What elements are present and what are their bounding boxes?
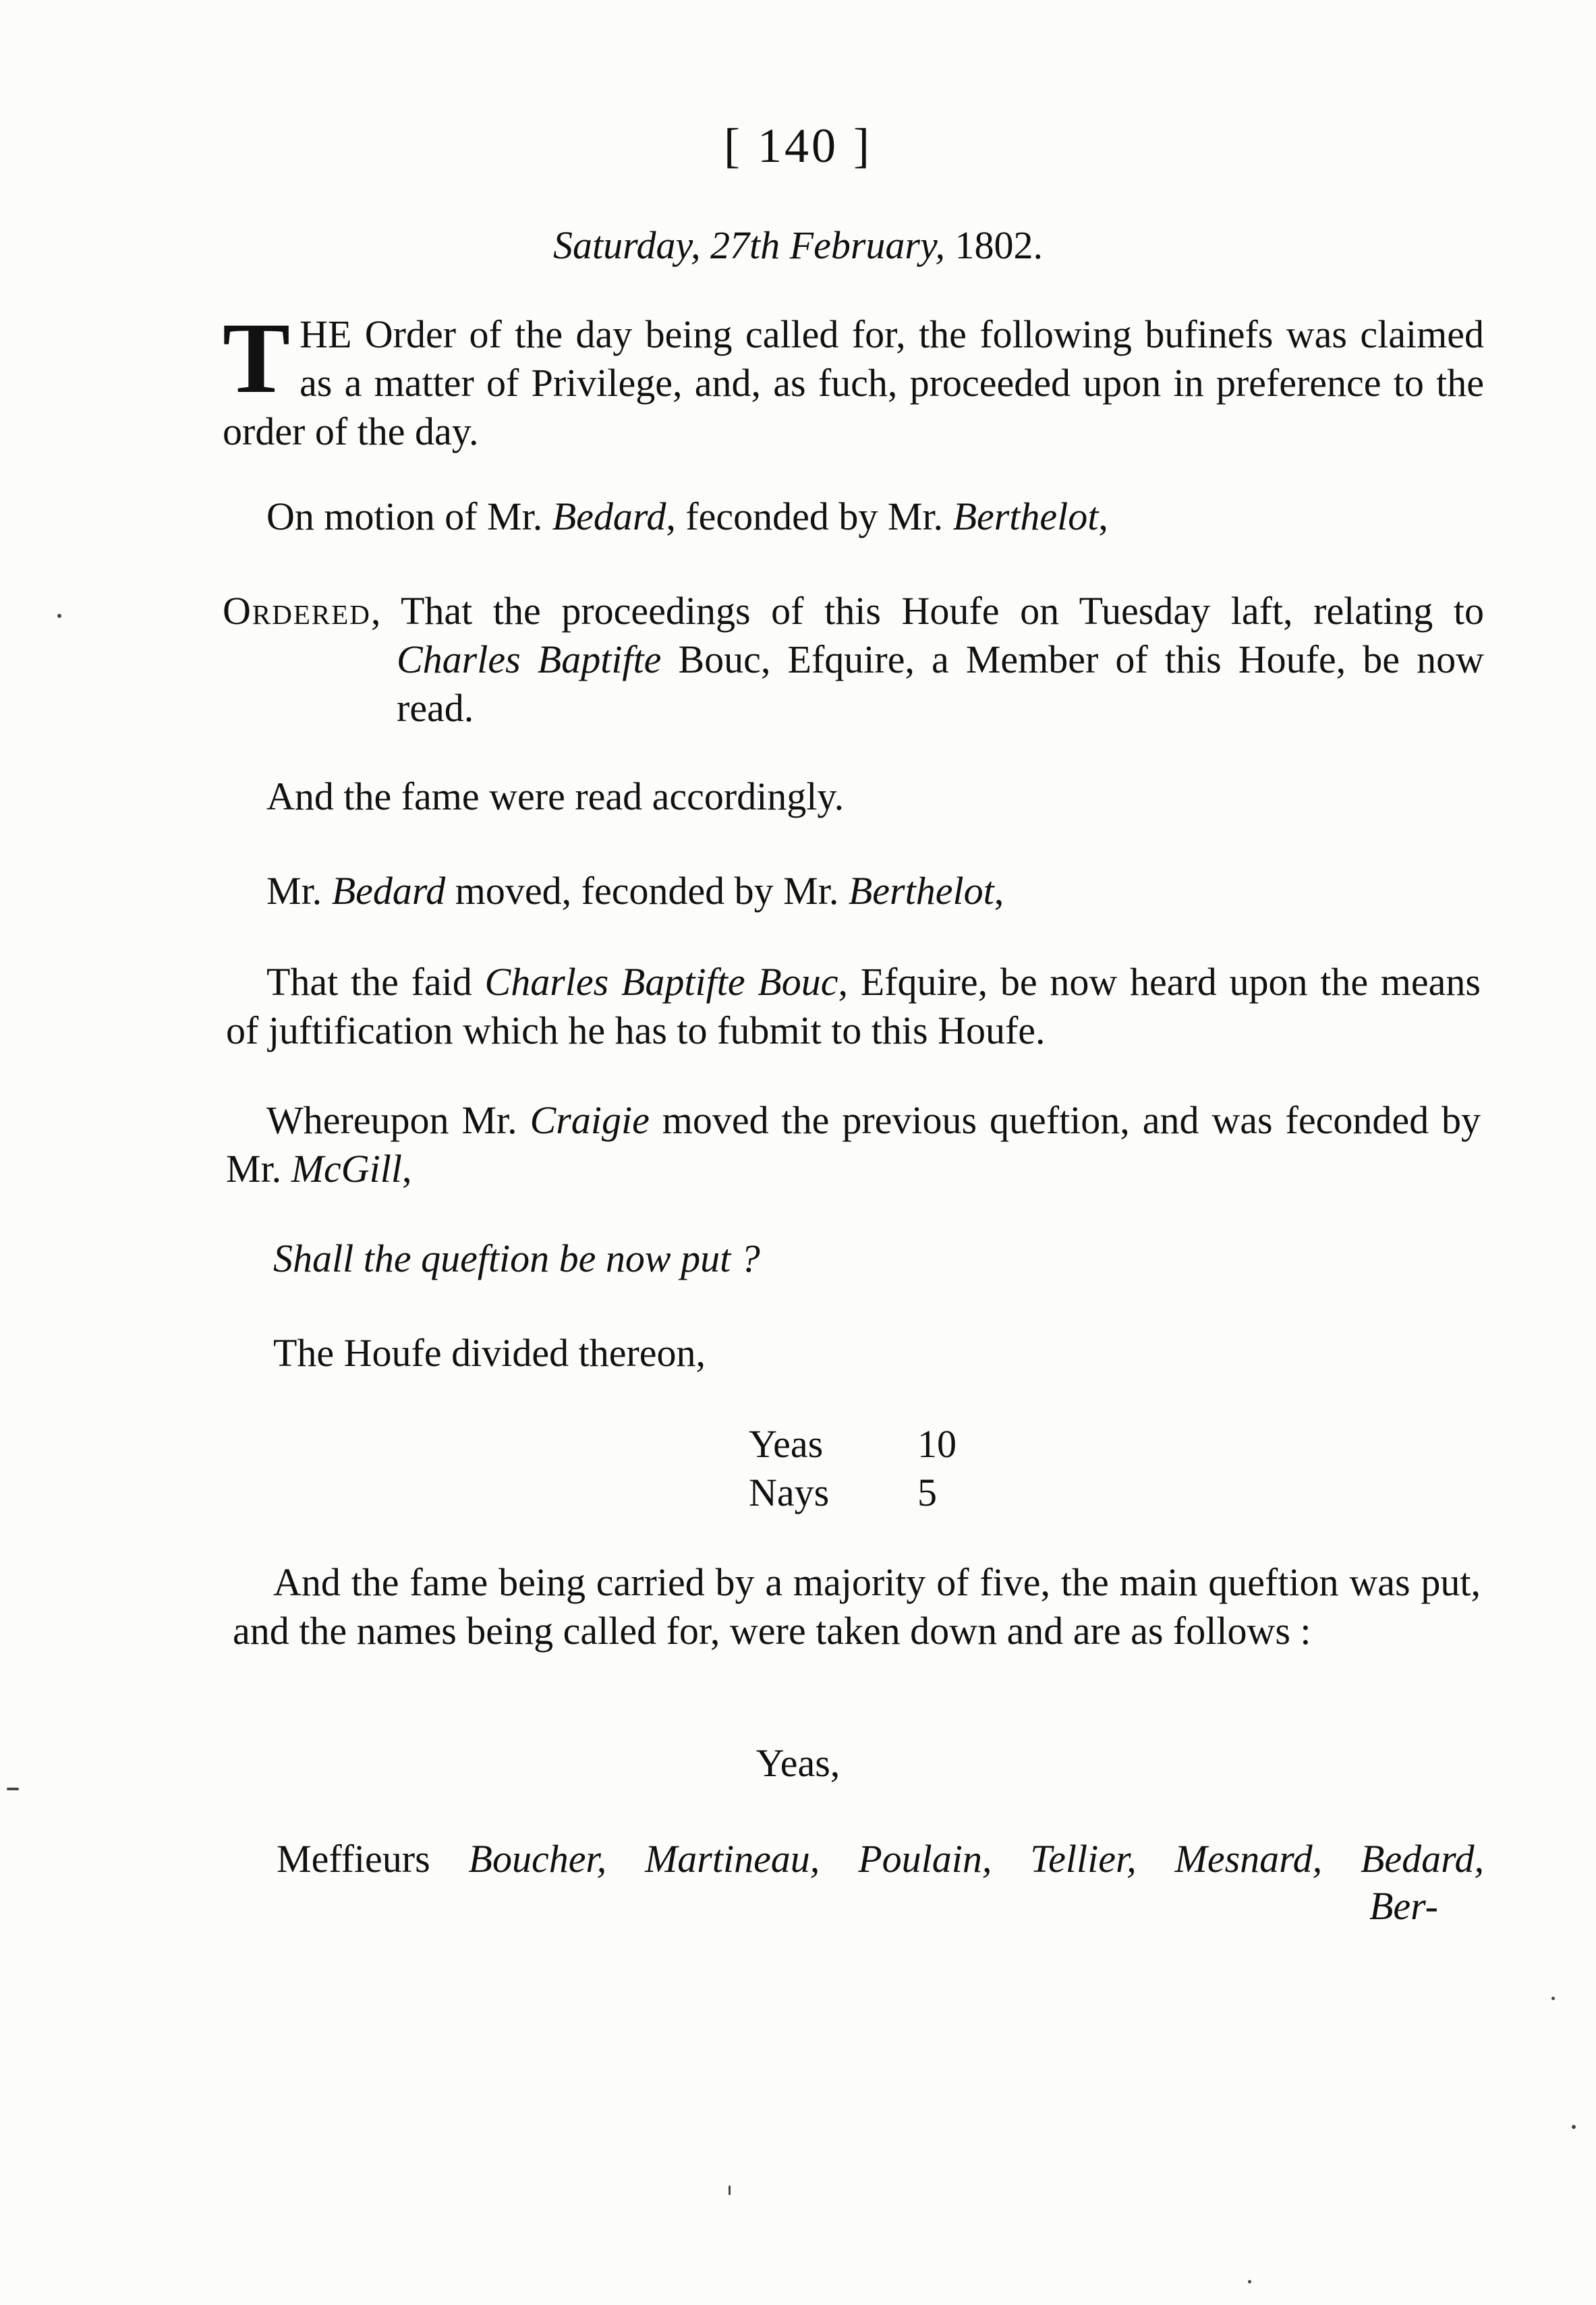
whereupon-paragraph	[226, 1096, 1481, 1193]
member-name: Berthelot	[848, 869, 994, 913]
read-paragraph: And the fame were read accordingly.	[266, 774, 845, 818]
member-name: Poulain,	[858, 1837, 992, 1881]
divided-line: The Houfe divided thereon,	[273, 1331, 706, 1375]
paper-speck	[57, 614, 61, 618]
whereupon-text: moved the previous queftion, and was feconded by Mr.	[226, 1098, 1481, 1191]
member-name: Charles Baptifte	[397, 637, 662, 681]
that-text: , Efquire, be now heard upon the means of juftification which he has to fubmit to this Houfe.	[226, 960, 1481, 1052]
moved-text: ,	[994, 869, 1004, 913]
ordered-text: Bouc, Efquire, a Member of this Houfe, be now read.	[397, 637, 1484, 730]
date-heading	[0, 223, 1596, 268]
question-line: Shall the queftion be now put ?	[273, 1236, 760, 1280]
yeas-row	[749, 1420, 998, 1469]
member-name: Martineau,	[644, 1837, 820, 1881]
whereupon-text: ,	[401, 1147, 412, 1191]
nays-row	[749, 1469, 998, 1517]
nays-label: Nays	[749, 1471, 830, 1514]
member-name: Tellier,	[1030, 1837, 1137, 1881]
member-name: Craigie	[530, 1098, 650, 1142]
drop-cap: T	[223, 302, 291, 414]
yeas-label: Yeas	[749, 1422, 824, 1466]
paper-speck	[1551, 1997, 1555, 2000]
ordered-text: , That the proceedings of this Houfe on Tuesday laft, relating to	[370, 589, 1484, 633]
motion-paragraph	[266, 492, 1481, 541]
member-name: Bedard,	[1360, 1837, 1485, 1881]
date-day: 27th	[710, 223, 780, 267]
paper-speck	[1572, 2125, 1576, 2129]
moved-text: moved, feconded by Mr.	[445, 869, 849, 913]
opening-paragraph	[223, 302, 1484, 456]
ordered-label: Ordered	[223, 589, 371, 633]
yeas-heading: Yeas,	[756, 1741, 840, 1785]
moved-paragraph	[266, 867, 1481, 915]
division-tally	[749, 1420, 998, 1517]
catchword: Ber-	[1369, 1884, 1438, 1928]
that-text: That the faid	[266, 960, 485, 1004]
motion-text: , feconded by Mr.	[666, 494, 953, 538]
paper-speck	[1248, 2280, 1251, 2283]
member-name: Charles Baptifte Bouc	[484, 960, 838, 1004]
yeas-count: 10	[917, 1422, 957, 1466]
member-name: Bedard	[552, 494, 666, 538]
paper-speck	[729, 2186, 731, 2195]
member-name: Mesnard,	[1174, 1837, 1323, 1881]
motion-text: ,	[1098, 494, 1108, 538]
member-name: Berthelot	[952, 494, 1099, 538]
member-name: McGill	[291, 1147, 402, 1191]
yeas-names-line	[277, 1835, 1484, 1883]
nays-count: 5	[917, 1471, 937, 1514]
member-name: Bedard	[331, 869, 446, 913]
date-year: 1802.	[954, 223, 1044, 267]
paper-speck	[7, 1788, 19, 1790]
that-paragraph	[226, 958, 1481, 1055]
moved-text: Mr.	[266, 869, 332, 913]
whereupon-text: Whereupon Mr.	[266, 1098, 530, 1142]
motion-text: On motion of Mr.	[266, 494, 552, 538]
carried-paragraph: And the fame being carried by a majority of five, the main queftion was put, and the names being called for, were taken down and are as follows :	[233, 1560, 1481, 1653]
date-month: February,	[789, 223, 946, 267]
ordered-paragraph	[223, 587, 1484, 733]
names-prefix: Meffieurs	[277, 1837, 430, 1881]
opening-text: HE Order of the day being called for, the following bufinefs was claimed as a matter of Privilege, and, as fuch, proceeded upon in preference to the order of the day.	[223, 312, 1484, 453]
member-name: Boucher,	[468, 1837, 607, 1881]
date-weekday: Saturday,	[552, 223, 701, 267]
page-number: [ 140 ]	[724, 119, 872, 173]
